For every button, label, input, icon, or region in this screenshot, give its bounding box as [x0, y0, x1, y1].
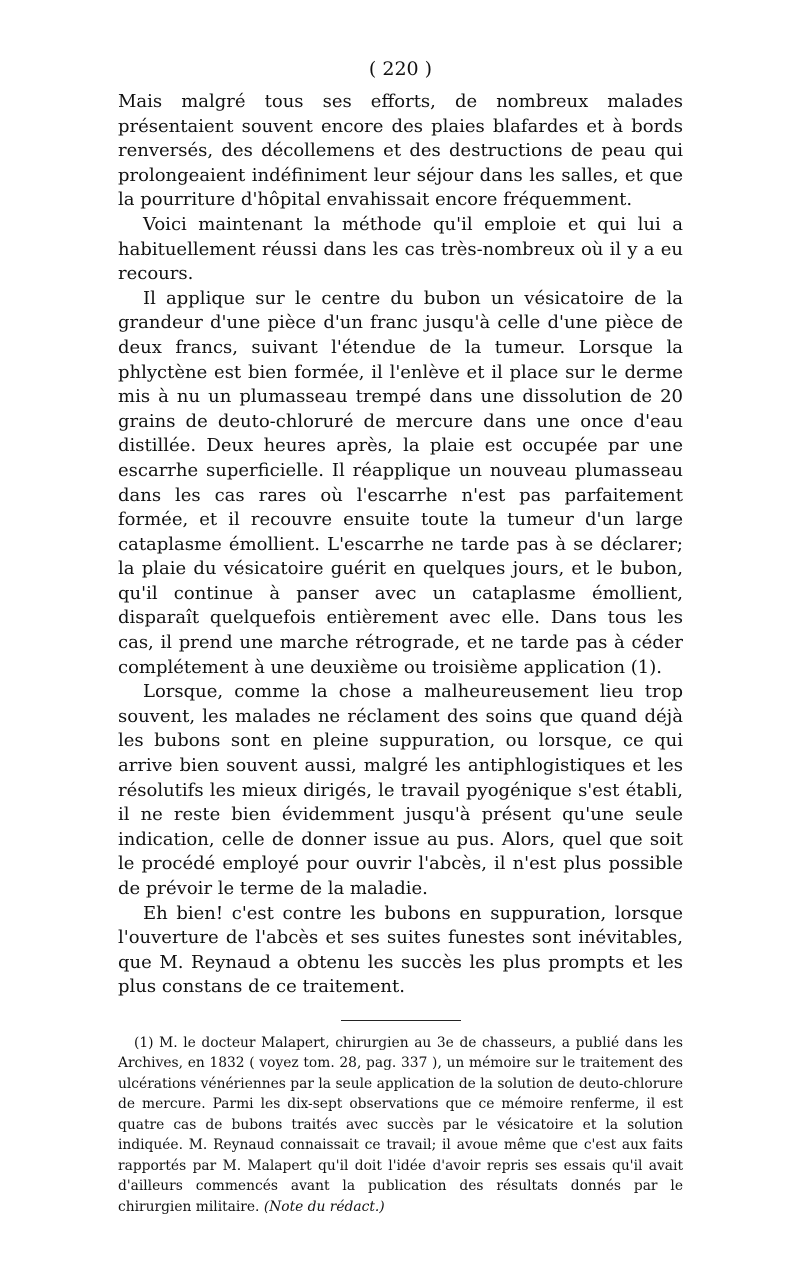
paragraph-4: Lorsque, comme la chose a malheureusement lieu trop souvent, les malades ne réclament des soins que quand déjà les bubons sont en pleine suppuration, ou lorsque, ce qui arrive bien souvent aussi, malgré les antiphlogistiques et les résolutifs les mieux dirigés, le travail pyogénique s'est établi, il ne reste bien évidemment jusqu'à présent qu'une seule indication, celle de donner issue au pus. Alors, quel que soit le procédé employé pour ouvrir l'abcès, il n'est plus possible de prévoir le terme de la maladie. [118, 681, 683, 899]
paragraph-2: Voici maintenant la méthode qu'il emploie et qui lui a habituellement réussi dans les cas très-nombreux où il y a eu recours. [118, 213, 683, 285]
footnote-divider [341, 1020, 461, 1021]
paragraph-1: Mais malgré tous ses efforts, de nombreux malades présentaient souvent encore des plaies blafardes et à bords renversés, des décollemens et des destructions de peau qui prolongeaient indéfiniment leur séjour dans les salles, et que la pourriture d'hôpital envahissait encore fréquemment. [118, 91, 683, 211]
paragraph-5: Eh bien! c'est contre les bubons en suppuration, lorsque l'ouverture de l'abcès et ses suites funestes sont inévitables, que M. Reynaud a obtenu les succès les plus prompts et les plus constans de ce traitement. [118, 902, 683, 998]
footnote-text: (1) M. le docteur Malapert, chirurgien au 3e de chasseurs, a publié dans les Archives, en 1832 ( voyez tom. 28, pag. 337 ), un mémoire sur le traitement des ulcérations vénériennes par la seule application de la solution de deuto-chlorure de mercure. Parmi les dix-sept observations que ce mémoire renferme, il est quatre cas de bubons traités avec succès par le vésicatoire et la solution indiquée. M. Reynaud connaissait ce travail; il avoue même que c'est aux faits rapportés par M. Malapert qu'il doit l'idée d'avoir repris ses essais qu'il avait d'ailleurs commencés avant la publication des résultats donnés par le chirurgien militaire. [118, 1034, 683, 1215]
footnote [118, 1033, 683, 1218]
body-text [118, 90, 683, 1000]
footnote-paragraph [118, 1033, 683, 1218]
paragraph-3: Il applique sur le centre du bubon un vésicatoire de la grandeur d'une pièce d'un franc jusqu'à celle d'une pièce de deux francs, suivant l'étendue de la tumeur. Lorsque la phlyctène est bien formée, il l'enlève et il place sur le derme mis à nu un plumasseau trempé dans une dissolution de 20 grains de deuto-chloruré de mercure dans une once d'eau distillée. Deux heures après, la plaie est occupée par une escarrhe superficielle. Il réapplique un nouveau plumasseau dans les cas rares où l'escarrhe n'est pas parfaitement formée, et il recouvre ensuite toute la tumeur d'un large cataplasme émollient. L'escarrhe ne tarde pas à se déclarer; la plaie du vésicatoire guérit en quelques jours, et le bubon, qu'il continue à panser avec un cataplasme émollient, disparaît quelquefois entièrement avec elle. Dans tous les cas, il prend une marche rétrograde, et ne tarde pas à céder complétement à une deuxième ou troisième application (1). [118, 287, 683, 678]
footnote-signature: (Note du rédact.) [263, 1198, 385, 1215]
book-page [118, 56, 683, 1217]
page-number: ( 220 ) [368, 58, 433, 80]
